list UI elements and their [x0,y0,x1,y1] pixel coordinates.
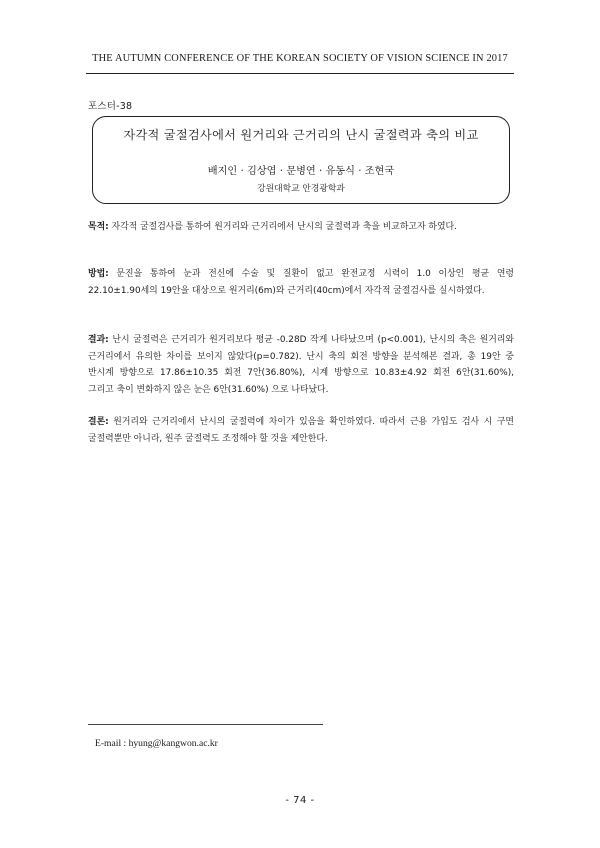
method-section [88,266,514,299]
results-section [88,332,514,398]
conclusion-label: 결론: [88,417,109,427]
poster-number: 포스터-38 [88,101,133,112]
results-text: 난시 굴절력은 근거리가 원거리보다 평균 -0.28D 작게 나타났으며 (p<0.001), 난시의 축은 원거리와 근거리에서 유의한 차이를 보이지 않았다(p=0.782). 난시 축의 회전 방향을 분석해본 결과, 총 19안 중 반시계 방향으로 17.86±10.35 회전 7안(36.80%), 시계 방향으로 10.83±4.92 회전 6안(31.60%), 그리고 축이 변화하지 않은 눈은 6안(31.60%) 으로 나타났다. [88,335,514,395]
method-text: 문진을 통하여 눈과 전신에 수술 및 질환이 없고 완전교정 시력이 1.0 이상인 평균 연령 22.10±1.90세의 19안을 대상으로 원거리(6m)와 근거리(40cm)에서 자각적 굴절검사를 실시하였다. [88,269,514,296]
header-divider [86,73,514,74]
footnote-divider [88,724,323,725]
purpose-section [88,219,514,236]
results-label: 결과: [88,335,109,345]
page-number: - 74 - [285,795,315,806]
purpose-label: 목적: [88,222,109,232]
affiliation: 강원대학교 안경광학과 [257,184,345,194]
contact-email: E-mail : hyung@kangwon.ac.kr [95,738,218,749]
title-box [92,116,510,204]
conclusion-text: 원거리와 근거리에서 난시의 굴절력에 차이가 있음을 확인하였다. 따라서 근용 가입도 검사 시 구면 굴절력뿐만 아니라, 원주 굴절력도 조정해야 할 것을 제안한다. [88,417,514,444]
author-list: 배지인 · 김상엽 · 문병연 · 유동식 · 조현국 [207,166,395,177]
purpose-text: 자각적 굴절검사를 통하여 원거리와 근거리에서 난시의 굴절력과 축을 비교하고자 하였다. [108,222,457,232]
paper-title: 자각적 굴절검사에서 원거리와 근거리의 난시 굴절력과 축의 비교 [123,128,479,142]
conclusion-section [88,414,514,447]
method-label: 방법: [88,269,109,279]
conference-header: THE AUTUMN CONFERENCE OF THE KOREAN SOCIETY OF VISION SCIENCE IN 2017 [92,53,508,64]
